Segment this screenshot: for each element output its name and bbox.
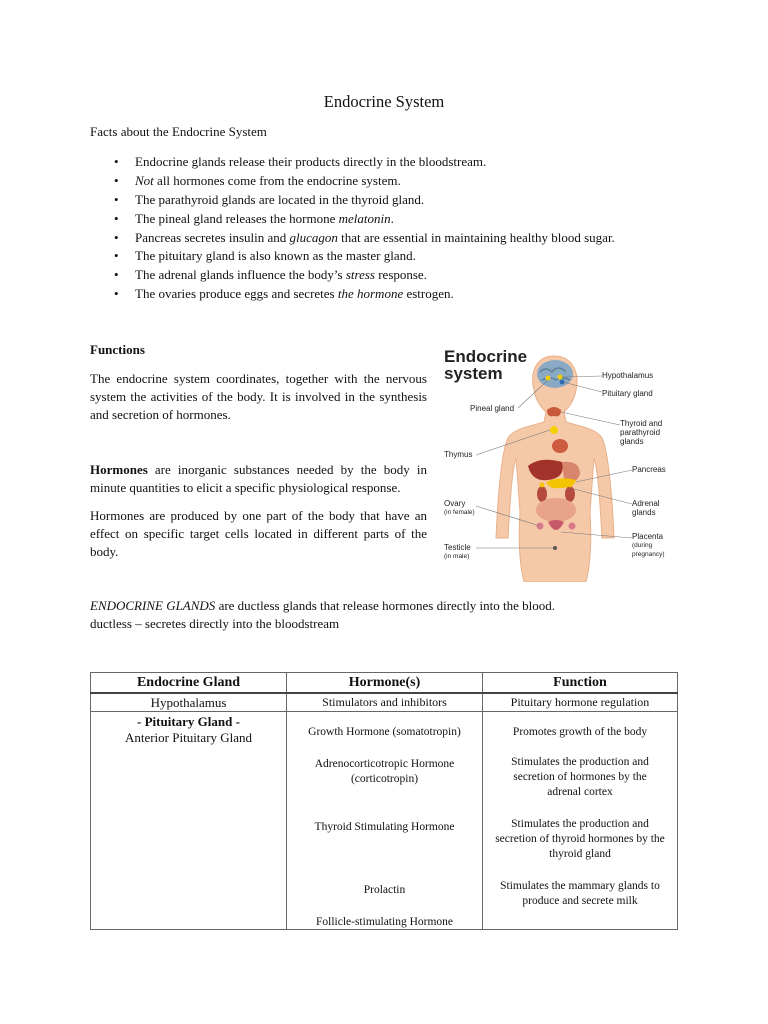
bullet: • (114, 267, 119, 283)
label-hypothalamus: Hypothalamus (602, 371, 654, 380)
bullet: • (114, 286, 119, 302)
label-adrenal: Adrenal glands (632, 499, 660, 517)
list-item: • Not all hormones come from the endocrine system. (90, 172, 615, 191)
function-item: Promotes growth of the body (512, 726, 648, 738)
adrenal-dot-left (540, 483, 545, 488)
facts-list (90, 153, 615, 304)
ovary-right (569, 523, 576, 530)
list-item: • Endocrine glands release their products directly in the bloodstream. (90, 153, 615, 172)
label-placenta: Placenta (during pregnancy) (632, 532, 665, 558)
endocrine-system-illustration (436, 342, 676, 582)
bullet: • (114, 248, 119, 264)
table-cell (91, 712, 287, 930)
hormones-paragraph: Hormones are inorganic substances needed by the body in minute quantities to elicit a specific physiological response. (90, 462, 427, 495)
anterior-pituitary-label: Anterior Pituitary Gland (124, 730, 253, 745)
endocrine-glands-table (90, 672, 678, 930)
function-item: Stimulates the mammary glands to produce and secrete milk (500, 880, 660, 907)
label-pineal: Pineal gland (470, 404, 515, 413)
bullet: • (114, 191, 119, 207)
bullet: • (114, 229, 119, 245)
pituitary-gland-label: - Pituitary Gland - (137, 714, 240, 729)
brain-shape (537, 360, 573, 388)
column-header: Hormone(s) (287, 673, 483, 694)
function-item: Stimulates the production and secretion of hormones by the adrenal cortex (511, 756, 649, 798)
label-testicle: Testicle (in male) (444, 543, 471, 560)
hormone-item: Growth Hormone (somatotropin) (308, 726, 461, 738)
list-item: • The adrenal glands influence the body’s stress response. (90, 266, 615, 285)
bullet: • (114, 154, 119, 169)
functions-paragraph: The endocrine system coordinates, together with the nervous system the activities of the body. It is involved in the synthesis and secretion of hormones. (90, 371, 427, 422)
label-thymus: Thymus (444, 450, 473, 459)
adrenal-dot-right (568, 483, 573, 488)
hypothalamus-dot (558, 375, 563, 380)
endocrine-glands-definition: ENDOCRINE GLANDS are ductless glands that release hormones directly into the blood. (90, 598, 556, 613)
list-item: • The parathyroid glands are located in the thyroid gland. (90, 191, 615, 210)
table-cell: Pituitary hormone regulation (483, 693, 678, 712)
bullet: • (114, 210, 119, 226)
table-row (91, 693, 678, 712)
label-ovary: Ovary (in female) (444, 499, 475, 516)
column-header: Endocrine Gland (91, 673, 287, 694)
function-item: Stimulates the production and secretion of thyroid hormones by the thyroid gland (495, 818, 665, 860)
hormone-item: Prolactin (363, 884, 406, 896)
table-cell: Stimulators and inhibitors (287, 693, 483, 712)
hormone-item: Thyroid Stimulating Hormone (314, 821, 455, 833)
table-cell (483, 712, 678, 930)
column-header: Function (483, 673, 678, 694)
hormones-production-paragraph: Hormones are produced by one part of the body that have an effect on specific target cells located in different parts of the body. (90, 508, 427, 559)
label-thyroid: Thyroid and parathyroid glands (620, 419, 663, 446)
label-pituitary: Pituitary gland (602, 389, 653, 398)
label-pancreas: Pancreas (632, 465, 666, 474)
intestines-shape (536, 498, 576, 522)
bullet: • (114, 172, 119, 188)
figure-title: Endocrine system (444, 347, 528, 383)
table-cell (287, 712, 483, 930)
page-title: Endocrine System (323, 92, 445, 111)
hormone-item: Adrenocorticotropic Hormone (corticotropin) (314, 758, 455, 785)
list-item: • The ovaries produce eggs and secretes the hormone estrogen. (90, 285, 615, 304)
pineal-dot (546, 376, 551, 381)
thymus-dot (550, 426, 558, 434)
heart-shape (552, 439, 568, 453)
facts-heading: Facts about the Endocrine System (90, 124, 267, 139)
table-header-row (91, 673, 678, 694)
ductless-definition: ductless – secretes directly into the bloodstream (90, 616, 340, 631)
kidney-right (565, 486, 575, 502)
list-item: • Pancreas secretes insulin and glucagon that are essential in maintaining healthy blood sugar. (90, 229, 615, 248)
hormones-term: Hormones (90, 462, 148, 477)
list-item: • The pineal gland releases the hormone melatonin. (90, 210, 615, 229)
table-row (91, 712, 678, 930)
hormone-item: Follicle-stimulating Hormone (315, 916, 454, 928)
list-item: • The pituitary gland is also known as the master gland. (90, 247, 615, 266)
kidney-left (537, 486, 547, 502)
table-cell: Hypothalamus (91, 693, 287, 712)
functions-heading: Functions (90, 342, 145, 357)
